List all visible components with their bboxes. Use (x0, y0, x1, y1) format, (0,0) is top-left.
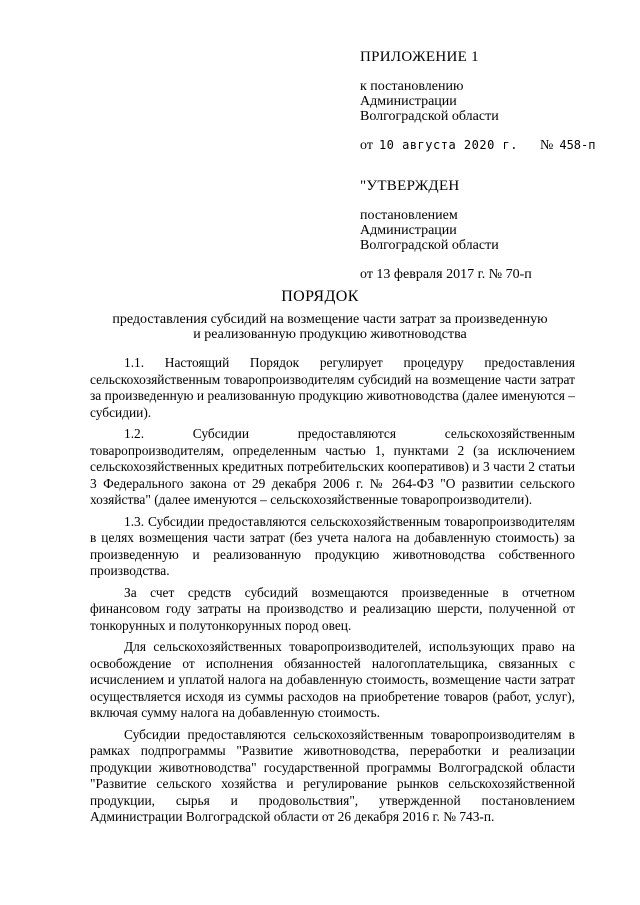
appendix-header (360, 50, 620, 282)
paragraph-1-2: 1.2. Субсидии предоставляются сельскохозяйственным товаропроизводителям, определенным частью 1, пунктами 2 (за исключением сельскохозяйственных кредитных потребительских кооперативов) и 3 части 2 статьи 3 Федерального закона от 29 декабря 2006 г. № 264-ФЗ "О развитии сельского хозяйства" (далее именуются – сельскохозяйственные товаропроизводители). (90, 426, 575, 507)
appendix-date-line (360, 138, 620, 153)
paragraph-program: Субсидии предоставляются сельскохозяйственным товаропроизводителям в рамках подпрограммы "Развитие животноводства, переработки и реализации продукции животноводства" государственной программы Волгоградской области "Развитие сельского хозяйства и регулирование рынков сельскохозяйственной продукции, сырья и продовольствия", утвержденной постановлением Администрации Волгоградской области от 26 декабря 2016 г. № 743-п. (90, 726, 575, 824)
paragraph-wool-costs: За счет средств субсидий возмещаются произведенные в отчетном финансовом году затраты на производство и реализацию шерсти, полученной от тонкорунных и полутонкорунных пород овец. (90, 584, 575, 633)
document-title: ПОРЯДОК (281, 288, 359, 305)
appendix-number-prefix: № (539, 138, 554, 153)
paragraph-vat-exempt: Для сельскохозяйственных товаропроизводителей, использующих право на освобождение от исполнения обязанностей налогоплательщика, связанных с исчислением и уплатой налога на добавленную стоимость, возмещение части затрат осуществляется исходя из суммы расходов на приобретение товаров (работ, услуг), включая сумму налога на добавленную стоимость. (90, 639, 575, 720)
approved-region: Волгоградской области (360, 238, 499, 253)
subtitle-line-1: предоставления субсидий на возмещение части затрат за произведенную (112, 312, 548, 327)
approved-administration: Администрации (360, 223, 457, 238)
appendix-to-decree: к постановлению (360, 79, 464, 94)
approved-date-line: от 13 февраля 2017 г. № 70-п (360, 267, 532, 282)
approved-by-decree: постановлением (360, 208, 458, 223)
appendix-region: Волгоградской области (360, 109, 499, 124)
appendix-number-value: 458-п (559, 138, 596, 152)
appendix-date-prefix: от (360, 138, 373, 153)
appendix-title: ПРИЛОЖЕНИЕ 1 (360, 49, 479, 65)
document-subtitle (80, 312, 580, 342)
paragraph-1-3: 1.3. Субсидии предоставляются сельскохозяйственным товаропроизводителям в целях возмещения части затрат (без учета налога на добавленную стоимость) за произведенную и реализованную продукцию животноводства собственного производства. (90, 513, 575, 578)
document-body (90, 355, 575, 831)
appendix-administration: Администрации (360, 94, 457, 109)
appendix-date-value: 10 августа 2020 г. (378, 138, 518, 152)
paragraph-1-1: 1.1. Настоящий Порядок регулирует процедуру предоставления сельскохозяйственным товаропроизводителям субсидий на возмещение части затрат за произведенную и реализованную продукцию животноводства (далее именуются – субсидии). (90, 355, 575, 420)
approved-title: "УТВЕРЖДЕН (360, 178, 460, 194)
subtitle-line-2: и реализованную продукцию животноводства (193, 327, 467, 342)
